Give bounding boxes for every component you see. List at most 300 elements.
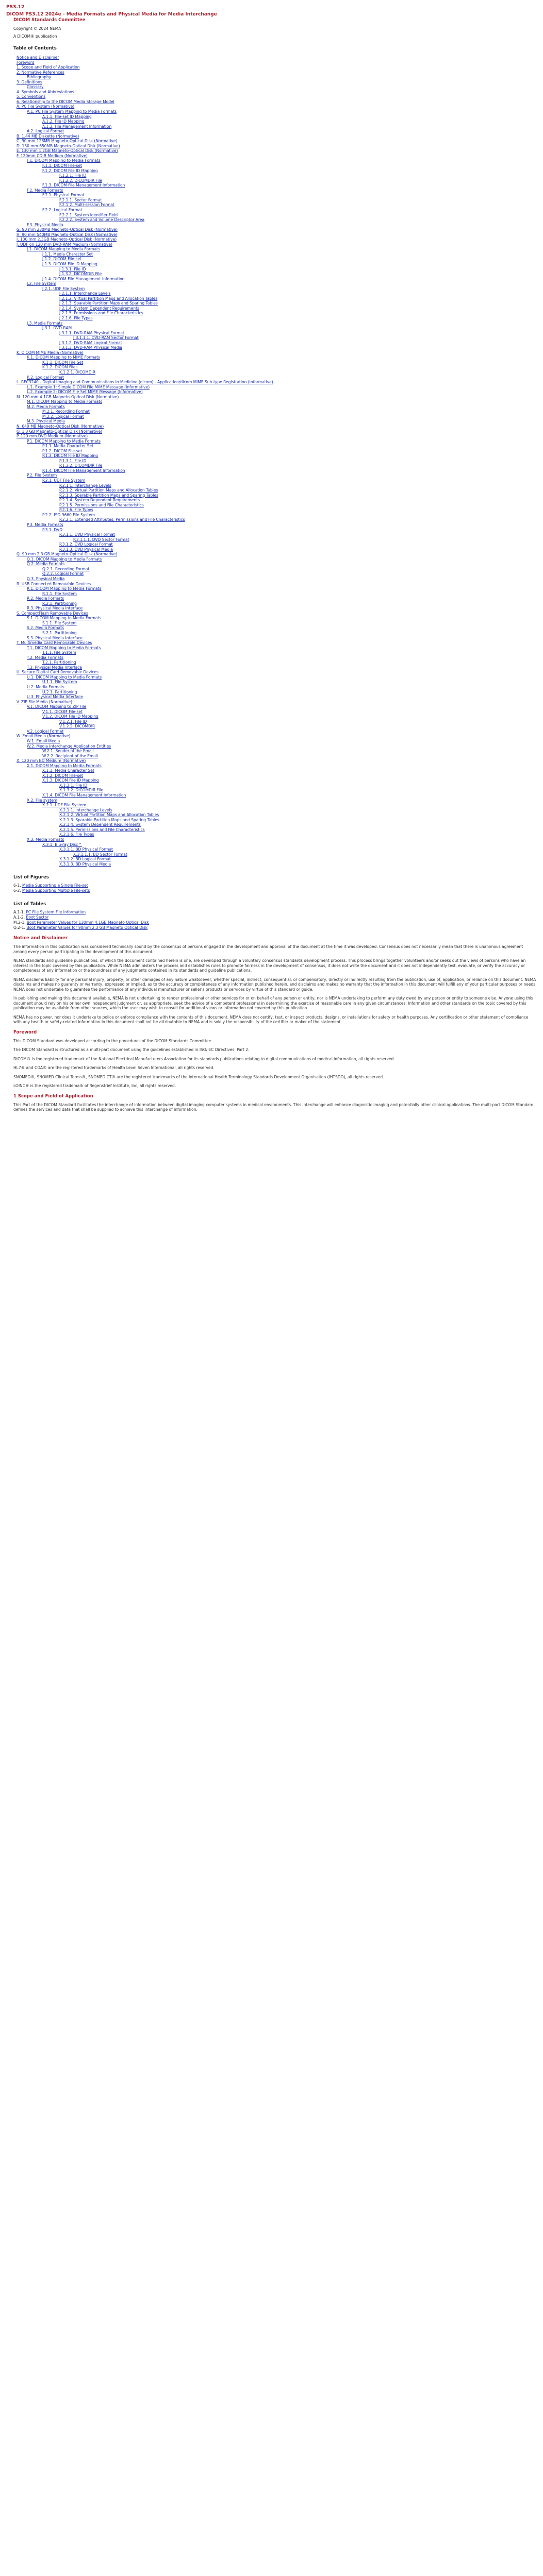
toc-link[interactable]: R. USB Connected Removable Devices <box>17 581 91 586</box>
toc-link[interactable]: X.3.1.3. BD Physical Media <box>59 861 111 867</box>
toc-item <box>6 453 543 459</box>
toc-link[interactable]: Q.2.2. Logical Format <box>42 571 84 577</box>
toc-heading: Table of Contents <box>13 46 57 51</box>
toc-link[interactable]: F.2.2. Logical Format <box>42 207 83 212</box>
toc-link[interactable]: M.2.2. Logical Format <box>42 414 84 419</box>
table-entry-link[interactable]: PC File System File Information <box>26 910 86 915</box>
toc-link[interactable]: A.1.3. File Management Information <box>42 124 112 129</box>
toc-item <box>6 764 543 769</box>
toc-item <box>6 463 543 468</box>
toc-link[interactable]: P. 120 mm DVD Medium (Normative) <box>17 434 88 439</box>
toc-item <box>6 483 543 488</box>
toc-link[interactable]: R.2.1. Partitioning <box>42 601 77 606</box>
toc-link[interactable]: P.1.3.2. DICOMDIR File <box>59 463 103 468</box>
toc-link[interactable]: E. 130 mm 1.2GB Magneto-Optical Disk (Normative) <box>17 148 118 154</box>
toc-link[interactable]: J.1.3.1. File ID <box>59 266 86 272</box>
toc-item <box>6 301 543 306</box>
toc-item <box>6 798 543 803</box>
toc-link[interactable]: W.2.1. Sender of the Email <box>42 749 94 754</box>
toc-link[interactable]: R.1. DICOM Mapping to Media Formats <box>27 586 102 591</box>
toc-link[interactable]: X.2.1.1. Interchange Levels <box>59 807 112 812</box>
toc-link[interactable]: X.2.1.2. Virtual Partition Maps and Allocation Tables <box>59 812 159 818</box>
toc-item <box>6 793 543 798</box>
figure-entry <box>13 883 543 888</box>
toc-item <box>6 517 543 522</box>
toc-item <box>6 808 543 813</box>
toc-item <box>6 758 543 764</box>
toc-item <box>6 709 543 715</box>
toc-link[interactable]: V.1.2. DICOM File ID Mapping <box>42 714 98 719</box>
toc-link[interactable]: T. Multimedia Card Removable Devices <box>17 640 92 646</box>
toc-link[interactable]: F.2.1.2. Multi-session Format <box>59 202 114 208</box>
toc-link[interactable]: P.2.1.3. Sparable Partition Maps and Sparing Tables <box>59 493 158 498</box>
toc-link[interactable]: V.1. DICOM Mapping to ZIP File <box>27 704 87 709</box>
toc-link[interactable]: J.2.1.2. Virtual Partition Maps and Allocation Tables <box>59 296 158 301</box>
toc-item <box>6 188 543 193</box>
toc-link[interactable]: X.1.1. Media Character Set <box>42 768 94 773</box>
toc-link[interactable]: T.2. Media Formats <box>27 655 63 660</box>
toc-item <box>6 852 543 857</box>
toc-link[interactable]: J.1.4. DICOM File Management Information <box>42 276 125 281</box>
toc-item <box>6 335 543 341</box>
toc-link[interactable]: Foreword <box>17 60 35 65</box>
toc-link[interactable]: K.1.2.1. DICOMDIR <box>59 370 95 375</box>
toc-link[interactable]: P.2.1.5. Permissions and File Characteristics <box>59 502 144 507</box>
toc-item <box>6 395 543 400</box>
toc-link[interactable]: S.3. Physical Media Interface <box>27 635 83 640</box>
toc-item <box>6 70 543 75</box>
toc-link[interactable]: K.1.1. DICOM File Set <box>42 360 84 365</box>
toc-item <box>6 424 543 429</box>
toc-link[interactable]: H. 90 mm 540MB Magneto-Optical Disk (Normative) <box>17 232 118 237</box>
foreword-paragraph: The DICOM Standard is structured as a multi-part document using the guidelines established in ISO/IEC Directives, Part 2. <box>13 1047 250 1053</box>
toc-link[interactable]: 1. Scope and Field of Application <box>17 65 80 70</box>
notice-paragraph: NEMA disclaims liability for any personal injury, property, or other damages of any nature whatsoever, whether special, indirect, consequential, or compensatory, directly or indirectly resulting from the publication, use of, application, or reliance on this document. NEMA disclaims and makes no guaranty or warranty, expressed or implied, as to the accuracy or completeness of any information published herein, and disclaims and makes no warranty that the information in this document will fulfill any of your particular purposes or needs. NEMA does not undertake to guarantee the performance of any individual manufacturer or seller's products or services by virtue of this standard or guide. <box>13 977 537 992</box>
toc-link[interactable]: P.2.1. UDF File System <box>42 478 86 483</box>
toc-link[interactable]: Q.3. Physical Media <box>27 576 65 581</box>
toc-item <box>6 355 543 360</box>
toc-link[interactable]: F.1.2.1. File ID <box>59 173 87 178</box>
toc-item <box>6 586 543 591</box>
toc-item <box>6 655 543 660</box>
toc-link[interactable]: F.1.3. DICOM File Management Information <box>42 183 125 188</box>
toc-item <box>6 646 543 651</box>
toc-link[interactable]: U.2. Media Formats <box>27 685 64 689</box>
toc-item <box>6 744 543 749</box>
figure-entry-link[interactable]: Media Supporting Multiple File-sets <box>22 888 90 893</box>
toc-item <box>6 350 543 355</box>
scope-heading: 1 Scope and Field of Application <box>13 1093 93 1099</box>
toc-link[interactable]: 4. Symbols and Abbreviations <box>17 89 74 94</box>
list-of-tables-heading: List of Tables <box>13 902 46 907</box>
toc-link[interactable]: B. 1.44 MB Diskette (Normative) <box>17 133 79 139</box>
toc-item <box>6 704 543 709</box>
toc-link[interactable]: R.3. Physical Media Interface <box>27 606 83 611</box>
publication-note: A DICOM® publication <box>13 34 57 39</box>
toc-item <box>6 513 543 518</box>
toc-item <box>6 812 543 818</box>
toc-link[interactable]: V.1.1. DICOM File-set <box>42 709 83 714</box>
toc-link[interactable]: V.1.2.1. File ID <box>59 719 87 724</box>
toc-link[interactable]: A. PC File System (Normative) <box>17 104 75 109</box>
toc-link[interactable]: N. 640 MB Magneto-Optical Disk (Normative) <box>17 424 104 429</box>
toc-item <box>6 547 543 552</box>
toc-item <box>6 694 543 700</box>
toc-item <box>6 360 543 365</box>
toc-link[interactable]: P.3. Media Formats <box>27 522 63 527</box>
toc-item <box>6 473 543 478</box>
toc-link[interactable]: P.3.1.1.1. DVD Sector Format <box>73 537 129 542</box>
toc-item <box>6 665 543 670</box>
toc-item <box>6 109 543 114</box>
toc-item <box>6 60 543 65</box>
toc-link[interactable]: U.2.1. Partitioning <box>42 689 77 694</box>
figure-entry-number: 6-1. <box>13 883 23 888</box>
toc-link[interactable]: W.2. Media Interchange Application Entities <box>27 743 111 749</box>
toc-item <box>6 567 543 572</box>
toc-link[interactable]: P.1.4. DICOM File Management Information <box>42 468 125 473</box>
table-entry-number: A.1-2. <box>13 915 26 920</box>
toc-link[interactable]: Bibliography <box>27 75 52 80</box>
toc-item <box>6 562 543 567</box>
toc-link[interactable]: X.2.1.6. File Types <box>59 832 94 837</box>
table-entry-number: Q.2-1. <box>13 925 27 930</box>
toc-link[interactable]: X.1.3.1. File ID <box>59 783 88 788</box>
toc-link[interactable]: A.1.2. File ID Mapping <box>42 119 85 124</box>
toc-link[interactable]: K.1. DICOM Mapping to MIME Formats <box>27 355 100 360</box>
toc-link[interactable]: S.1.1. File System <box>42 620 77 625</box>
toc-link[interactable]: X.2.1. UDF File System <box>42 803 87 808</box>
toc-link[interactable]: V. ZIP File Media (Normative) <box>17 699 73 704</box>
toc-item <box>6 345 543 350</box>
toc-link[interactable]: Q.1. DICOM Mapping to Media Formats <box>27 556 102 562</box>
toc-link[interactable]: P.3.1.3. DVD Physical Media <box>59 547 113 552</box>
toc-link[interactable]: U.1.1. File System <box>42 680 77 685</box>
toc-link[interactable]: P.3.1.2. DVD Logical Format <box>59 542 113 547</box>
toc-item <box>6 478 543 483</box>
toc-link[interactable]: A.1. PC File System Mapping to Media Formats <box>27 109 117 114</box>
notice-heading: Notice and Disclaimer <box>13 936 68 941</box>
toc-item <box>6 434 543 439</box>
toc-link[interactable]: S.2. Media Formats <box>27 625 64 631</box>
toc-link[interactable]: J.1.1. Media Character Set <box>42 251 93 257</box>
toc-link[interactable]: M.2. Media Formats <box>27 404 65 409</box>
toc-link[interactable]: P.1.2. DICOM File-set <box>42 448 83 453</box>
toc-link[interactable]: S.1. DICOM Mapping to Media Formats <box>27 616 102 621</box>
toc-item <box>6 685 543 690</box>
toc-item <box>6 719 543 724</box>
toc-link[interactable]: F.1.1. DICOM File-set <box>42 163 82 168</box>
toc-link[interactable]: U.3. Physical Media Interface <box>27 694 83 700</box>
toc-link[interactable]: T.2.1. Partitioning <box>42 660 76 665</box>
toc-item <box>6 739 543 744</box>
toc-link[interactable]: V.2. Logical Format <box>27 728 64 734</box>
toc-link[interactable]: Notice and Disclaimer <box>17 55 59 60</box>
toc-item <box>6 498 543 503</box>
toc-link[interactable]: F.2. Media Formats <box>27 188 63 193</box>
toc-link[interactable]: J.3.1.1. DVD-RAM Physical Format <box>59 330 124 335</box>
toc-link[interactable]: J.3. Media Formats <box>27 320 63 326</box>
toc-item <box>6 606 543 611</box>
toc-link[interactable]: F.2.1.1. Sector Format <box>59 197 102 202</box>
toc-link[interactable]: J.2.1.1. Interchange Levels <box>59 291 111 296</box>
toc-link[interactable]: X.3.1.2. BD Logical Format <box>59 857 111 862</box>
foreword-paragraph: HL7® and CDA® are the registered trademarks of Health Level Seven International, all rights reserved. <box>13 1065 215 1071</box>
toc-link[interactable]: M. 120 mm 4.1GB Magneto-Optical Disk (Normative) <box>17 394 119 399</box>
toc-item <box>6 242 543 247</box>
toc-item <box>6 773 543 778</box>
toc-link[interactable]: X.2. File system <box>27 798 58 803</box>
toc-link[interactable]: X.3.1.1.1. BD Sector Format <box>73 852 127 857</box>
toc-item <box>6 84 543 90</box>
foreword-heading: Foreword <box>13 1029 37 1035</box>
toc-item <box>6 321 543 326</box>
toc-link[interactable]: I. 130 mm 2.3GB Magneto-Optical Disk (Normative) <box>17 237 117 242</box>
toc-item <box>6 370 543 375</box>
toc-link[interactable]: X.3.1.1. BD Physical Format <box>59 847 113 852</box>
toc-link[interactable]: P.2.2.1. Extended Attributes, Permissions and File Characteristics <box>59 517 185 522</box>
toc-item <box>6 227 543 232</box>
toc-link[interactable]: Q.2. Media Formats <box>27 562 65 567</box>
toc-link[interactable]: A.2. Logical Format <box>27 129 64 134</box>
toc-item <box>6 522 543 528</box>
toc-link[interactable]: J.1. DICOM Mapping to Media Formats <box>27 247 100 252</box>
toc-item <box>6 262 543 267</box>
toc-item <box>6 803 543 808</box>
toc-item <box>6 857 543 862</box>
toc-link[interactable]: F.2.1. Physical Format <box>42 193 85 198</box>
table-entry-number: M.2-1. <box>13 920 27 925</box>
toc-item <box>6 311 543 316</box>
toc-link[interactable]: X.2.1.4. System Dependent Requirements <box>59 822 141 827</box>
toc-link[interactable]: X.1.2. DICOM File-set <box>42 773 83 778</box>
toc-item <box>6 640 543 646</box>
toc-item <box>6 468 543 473</box>
toc-link[interactable]: R.1.1. File System <box>42 591 77 596</box>
toc-link[interactable]: P.1.3.1. File ID <box>59 458 87 463</box>
toc-link[interactable]: F.2.2.1. System Identifier Field <box>59 212 118 217</box>
figure-entry-number: 6-2. <box>13 888 23 893</box>
toc-link[interactable]: 5. Conventions <box>17 94 46 99</box>
toc-link[interactable]: F.1. DICOM Mapping to Media Formats <box>27 158 101 163</box>
toc-link[interactable]: T.3. Physical Media Interface <box>27 665 82 670</box>
toc-link[interactable]: L.1. Example 1: Simple DICOM File MIME Message (Informative) <box>27 384 150 389</box>
toc-item <box>6 306 543 311</box>
toc-link[interactable]: P.2.1.4. System Dependent Requirements <box>59 498 140 503</box>
toc-item <box>6 734 543 739</box>
toc-link[interactable]: J.3.1.3. DVD-RAM Physical Media <box>59 345 123 350</box>
toc-link[interactable]: L.2. Example 2: DICOM File Set MIME Message (Informative) <box>27 389 143 395</box>
toc-item <box>6 768 543 773</box>
toc-link[interactable]: L. RFC3240 - Digital Imaging and Communications in Medicine (dicom) - Application/dicom MIME Sub-type Registration (Informative) <box>17 380 273 385</box>
toc-item <box>6 419 543 424</box>
toc-link[interactable]: P.2. File System <box>27 473 57 478</box>
toc-item <box>6 272 543 277</box>
toc-link[interactable]: F.1.2.2. DICOMDIR File <box>59 178 103 183</box>
toc-item <box>6 341 543 346</box>
table-entry <box>13 915 543 920</box>
toc-link[interactable]: K.2. Logical Format <box>27 375 64 380</box>
toc-item <box>6 503 543 508</box>
toc-item <box>6 281 543 286</box>
toc-item <box>6 202 543 208</box>
copyright: Copyright © 2024 NEMA <box>13 26 61 31</box>
toc-item <box>6 862 543 867</box>
figure-entry-link[interactable]: Media Supporting a Single File-set <box>22 883 88 888</box>
toc-link[interactable]: X.2.1.5. Permissions and File Characteristics <box>59 827 145 832</box>
toc-link[interactable]: W.2.2. Recipient of the Email <box>42 753 98 758</box>
toc-link[interactable]: K. DICOM MIME Media (Normative) <box>17 350 84 355</box>
toc-link[interactable]: J.2.1. UDF File System <box>42 286 85 291</box>
table-entry-link[interactable]: Boot Parameter Values for 90mm 2.3 GB Magneto Optical Disk <box>26 925 148 930</box>
toc-item <box>6 90 543 95</box>
toc-item <box>6 139 543 144</box>
toc-item <box>6 75 543 80</box>
toc-link[interactable]: M.2.1. Recording Format <box>42 409 90 414</box>
toc-item <box>6 208 543 213</box>
toc-link[interactable]: 6. Relationship to the DICOM Media Storage Model <box>17 99 114 104</box>
toc-link[interactable]: F. 120mm CD-R Medium (Normative) <box>17 153 88 158</box>
toc-link[interactable]: J.3.1.2. DVD-RAM Logical Format <box>59 340 122 345</box>
toc-item <box>6 163 543 168</box>
toc-link[interactable]: C. 90 mm 128MB Magneto-Optical Disk (Normative) <box>17 139 118 144</box>
toc-item <box>6 223 543 228</box>
toc-link[interactable]: P.2.2. ISO 9660 File System <box>42 512 95 517</box>
toc-link[interactable]: S.2.1. Partitioning <box>42 630 77 635</box>
toc-link[interactable]: J.3.1. DVD-RAM <box>42 326 72 331</box>
toc-link[interactable]: A.1.1. File-set ID Mapping <box>42 114 92 119</box>
toc-link[interactable]: D. 130 mm 650MB Magneto-Optical Disk (Normative) <box>17 143 120 148</box>
toc-link[interactable]: J.1.3.2. DICOMDIR File <box>59 272 102 277</box>
toc-item <box>6 389 543 395</box>
toc-item <box>6 375 543 380</box>
toc-item <box>6 291 543 296</box>
toc-item <box>6 625 543 631</box>
foreword-section <box>6 1039 543 1089</box>
toc-link[interactable]: V.1.2.2. DICOMDIR <box>59 724 95 729</box>
toc-link[interactable]: Q.2.1. Recording Format <box>42 566 90 571</box>
toc-link[interactable]: F.2.2.2. System and Volume Descriptor Area <box>59 217 145 223</box>
toc-item <box>6 690 543 695</box>
notice-paragraph: The information in this publication was considered technically sound by the consensus of persons engaged in the development and approval of the document at the time it was developed. Consensus does not necessarily mean that there is unanimous agreement among every person participating in the development of this document. <box>13 944 523 954</box>
toc-item <box>6 636 543 641</box>
toc-link[interactable]: X.1. DICOM Mapping to Media Formats <box>27 763 102 768</box>
toc-item <box>6 842 543 848</box>
toc-link[interactable]: S. CompactFlash Removable Devices <box>17 611 88 616</box>
toc-item <box>6 818 543 823</box>
toc-link[interactable]: Q. 90 mm 2.3 GB Magneto-Optical Disk (Normative) <box>17 552 118 557</box>
figure-entry <box>13 888 543 893</box>
toc-link[interactable]: W.1. Email Media <box>27 739 60 744</box>
toc-link[interactable]: F.1.2. DICOM File ID Mapping <box>42 168 98 173</box>
toc-link[interactable]: P.3.1. DVD <box>42 527 62 532</box>
toc-link[interactable]: T.1.1. File System <box>42 650 76 655</box>
toc-link[interactable]: J. UDF on 120 mm DVD-RAM Medium (Normative) <box>17 242 112 247</box>
toc-link[interactable]: J.2.1.3. Sparable Partition Maps and Sparing Tables <box>59 301 158 306</box>
toc-link[interactable]: G. 90 mm 230MB Magneto-Optical Disk (Normative) <box>17 227 118 232</box>
toc-item <box>6 198 543 203</box>
toc-item <box>6 124 543 129</box>
table-entry <box>13 920 543 925</box>
toc-item <box>6 724 543 729</box>
toc-item <box>6 409 543 414</box>
toc-item <box>6 847 543 852</box>
toc-link[interactable]: X.1.3.2. DICOMDIR File <box>59 788 104 793</box>
toc-item <box>6 65 543 70</box>
toc-link[interactable]: P.2.1.6. File Types <box>59 507 93 513</box>
toc-link[interactable]: X.1.3. DICOM File ID Mapping <box>42 778 99 783</box>
toc-link[interactable]: J.2. File System <box>27 281 57 286</box>
toc-link[interactable]: J.2.1.5. Permissions and File Characteristics <box>59 311 143 316</box>
toc-item <box>6 178 543 183</box>
toc-item <box>6 749 543 754</box>
list-of-tables <box>6 910 543 930</box>
table-entry-link[interactable]: Boot Sector <box>26 915 49 920</box>
toc-link[interactable]: J.2.1.6. File Types <box>59 315 93 320</box>
toc-link[interactable]: P.1.3. DICOM File ID Mapping <box>42 453 98 459</box>
toc-item <box>6 217 543 223</box>
toc-item <box>6 827 543 833</box>
toc-link[interactable]: W. Email Media (Normative) <box>17 734 71 739</box>
foreword-paragraph: This DICOM Standard was developed according to the procedures of the DICOM Standards Committee. <box>13 1038 212 1043</box>
toc-link[interactable]: O. 1.3 GB Magneto-Optical Disk (Normative) <box>17 429 103 434</box>
toc-item <box>6 154 543 159</box>
toc-item <box>6 129 543 134</box>
toc-link[interactable]: P.2.1.2. Virtual Partition Maps and Allocation Tables <box>59 488 158 493</box>
toc-link[interactable]: 3. Definitions <box>17 79 42 84</box>
toc-link[interactable]: P.1.1. Media Character Set <box>42 444 94 449</box>
toc-link[interactable]: P.1. DICOM Mapping to Media Formats <box>27 438 101 444</box>
toc-item <box>6 316 543 321</box>
toc-link[interactable]: P.3.1.1. DVD Physical Format <box>59 532 115 537</box>
toc-link[interactable]: M.1. DICOM Mapping to Media Formats <box>27 399 103 404</box>
toc-item <box>6 832 543 837</box>
toc-link[interactable]: X.3. Media Formats <box>27 837 64 842</box>
toc-item <box>6 80 543 85</box>
toc-link[interactable]: M.3. Physical Media <box>27 419 65 424</box>
toc-link[interactable]: T.1. DICOM Mapping to Media Formats <box>27 645 101 650</box>
toc-link[interactable]: Glossary <box>27 84 44 90</box>
toc-link[interactable]: X.1.4. DICOM File Management Information <box>42 793 126 798</box>
toc-link[interactable]: R.2. Media Formats <box>27 596 64 601</box>
toc-link[interactable]: X. 120 mm BD Medium (Normative) <box>17 758 86 764</box>
toc-item <box>6 837 543 842</box>
toc-item <box>6 414 543 419</box>
toc-item <box>6 365 543 370</box>
toc-link[interactable]: J.3.1.1.1. DVD-RAM Sector Format <box>73 335 139 341</box>
toc-link[interactable]: U. Secure Digital Card Removable Devices <box>17 670 98 675</box>
list-of-figures-heading: List of Figures <box>13 875 49 880</box>
toc-link[interactable]: J.2.1.4. System Dependent Requirements <box>59 306 139 311</box>
toc-link[interactable]: P.2.1.1. Interchange Levels <box>59 483 111 488</box>
toc-link[interactable]: J.1.2. DICOM File-set <box>42 257 81 262</box>
notice-paragraph: NEMA has no power, nor does it undertake to police or enforce compliance with the contents of this document. NEMA does not certify, test, or inspect products, designs, or installations for safety or health purposes. Any certification or other statement of compliance with any health or safety-related information in this document shall not be attributable to NEMA and is solely the responsibility of the certifier or maker of the statement. <box>13 1014 529 1025</box>
toc-link[interactable]: X.2.1.3. Sparable Partition Maps and Sparing Tables <box>59 817 159 822</box>
toc-link[interactable]: F.3. Physical Media <box>27 222 63 227</box>
notice-section <box>6 944 543 1025</box>
toc-link[interactable]: 2. Normative References <box>17 70 64 75</box>
toc-item <box>6 650 543 655</box>
table-entry-number: A.1-1. <box>13 910 26 915</box>
toc-link[interactable]: K.1.2. DICOM Files <box>42 365 78 370</box>
toc-link[interactable]: X.3.1. Blu-ray Disc™ <box>42 842 82 847</box>
table-entry-link[interactable]: Boot Parameter Values for 130mm 4.1GB Magneto Optical Disk <box>26 920 150 925</box>
toc-item <box>6 183 543 188</box>
part-label: PS3.12 <box>6 5 25 10</box>
toc-link[interactable]: U.1. DICOM Mapping to Media Formats <box>27 674 102 680</box>
notice-paragraph: NEMA standards and guideline publications, of which the document contained herein is one, are developed through a voluntary consensus standards development process. This process brings together volunteers and/or seeks out the views of persons who have an interest in the topic covered by this publication. While NEMA administers the process and establishes rules to promote fairness in the development of consensus, it does not write the document and it does not independently test, evaluate, or verify the accuracy or completeness of any information or the soundness of any judgments contained in its standards and guideline publications. <box>13 958 526 973</box>
toc-link[interactable]: J.1.3. DICOM File ID Mapping <box>42 261 97 266</box>
